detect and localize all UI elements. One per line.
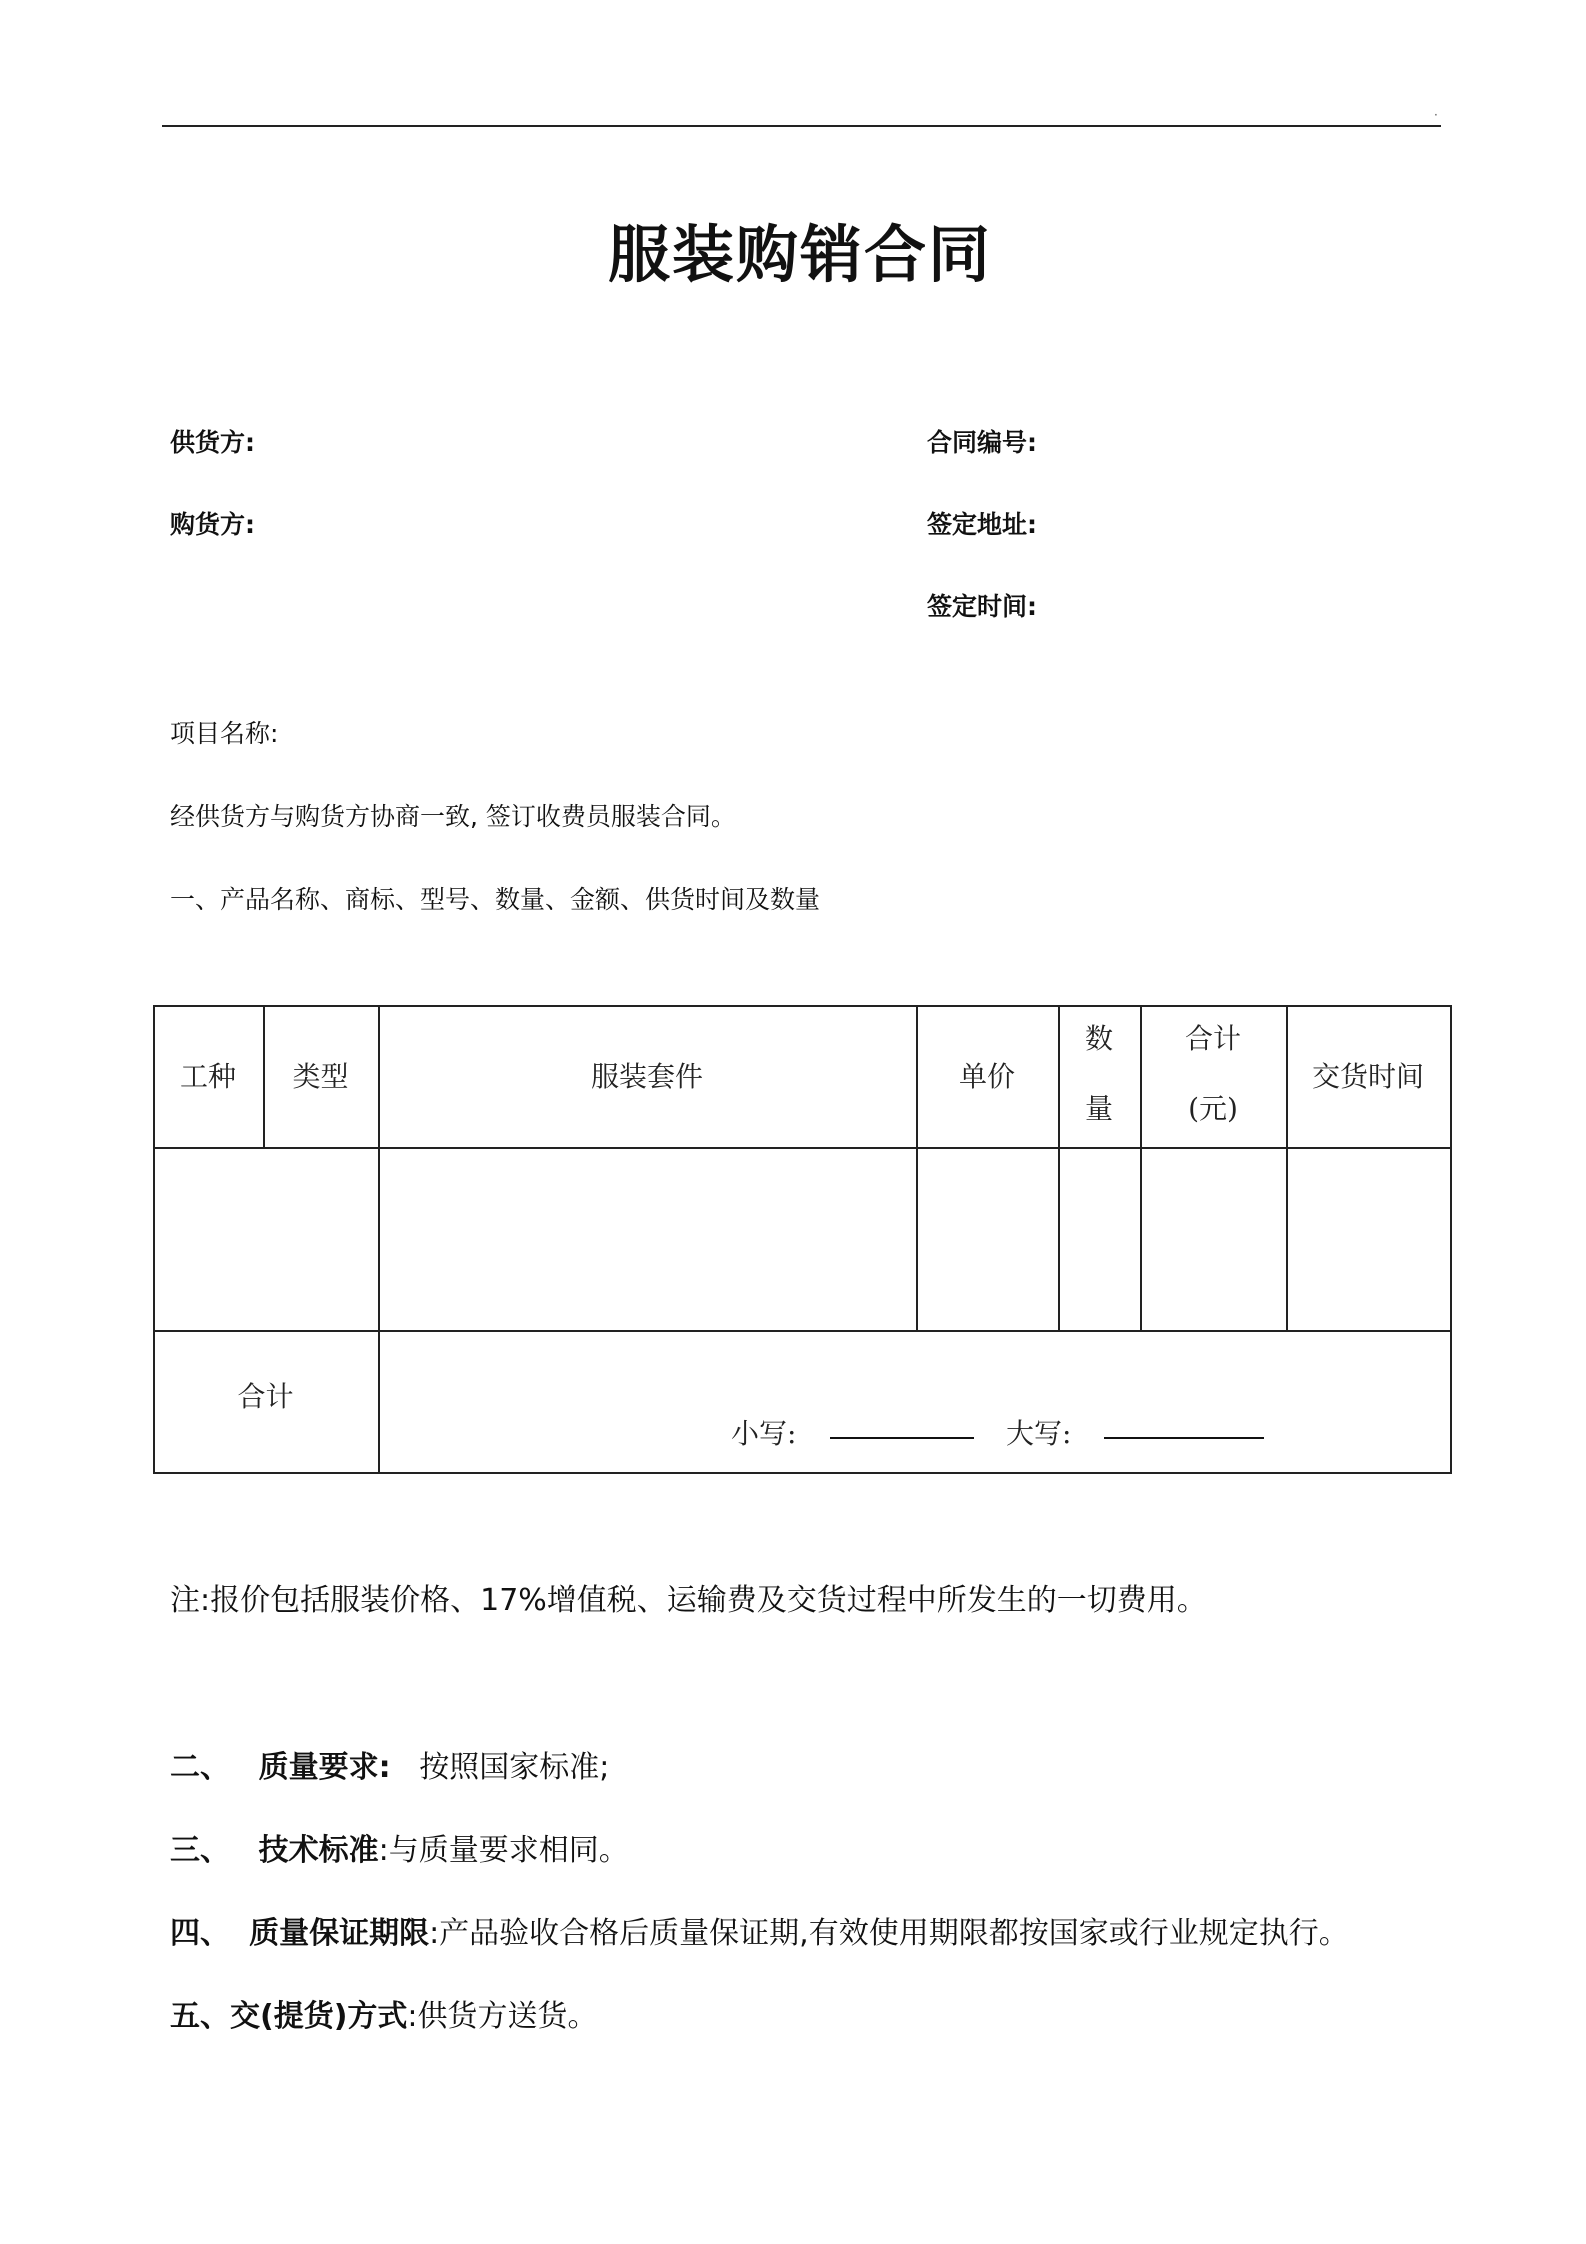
product-table — [153, 1005, 1452, 1474]
table-border-bottom — [153, 1472, 1452, 1474]
table-border-top — [153, 1005, 1452, 1007]
section-2-number: 二、 — [170, 1750, 230, 1785]
table-col-divider-suit — [916, 1005, 918, 1331]
sign-place-label: 签定地址: — [927, 510, 1037, 539]
page-title: 服装购销合同 — [607, 218, 992, 291]
header-delivery: 交货时间 — [1311, 1060, 1424, 1093]
section-3-label: 技术标准 — [258, 1833, 379, 1868]
section-4 — [170, 1908, 1349, 1952]
section-5-text: :供货方送货。 — [407, 1999, 598, 2034]
upper-amount-blank[interactable] — [1104, 1437, 1264, 1439]
header-suit: 服装套件 — [590, 1060, 703, 1093]
section-4-number: 四、 — [170, 1916, 230, 1951]
lower-amount-blank[interactable] — [830, 1437, 974, 1439]
header-dot: · — [1434, 108, 1438, 122]
table-col-divider-total — [1286, 1005, 1288, 1331]
table-border-right — [1450, 1005, 1452, 1474]
clause-1-heading: 一、产品名称、商标、型号、数量、金额、供货时间及数量 — [170, 885, 821, 914]
contract-no-label: 合同编号: — [927, 428, 1037, 457]
section-5-label: 交(提货)方式 — [230, 1999, 408, 2034]
table-total-divider — [153, 1330, 1452, 1332]
section-5 — [170, 1991, 598, 2035]
section-2-text: 按照国家标准; — [419, 1750, 610, 1785]
header-type: 类型 — [292, 1060, 349, 1093]
section-3 — [170, 1825, 629, 1869]
upper-amount-label: 大写: — [1006, 1417, 1072, 1450]
header-total-bottom: (元) — [1188, 1092, 1238, 1125]
header-total-top: 合计 — [1184, 1022, 1241, 1055]
header-unit-price: 单价 — [958, 1060, 1015, 1093]
project-label: 项目名称: — [170, 719, 279, 748]
header-qty-bottom: 量 — [1084, 1092, 1113, 1125]
price-note: 注:报价包括服装价格、17%增值税、运输费及交货过程中所发生的一切费用。 — [170, 1583, 1207, 1618]
section-5-number: 五、 — [170, 1999, 230, 2034]
intro-text: 经供货方与购货方协商一致, 签订收费员服装合同。 — [170, 802, 736, 831]
lower-amount-label: 小写: — [731, 1417, 797, 1450]
supplier-label: 供货方: — [170, 428, 255, 457]
section-2-label: 质量要求: — [258, 1750, 391, 1785]
section-3-number: 三、 — [170, 1833, 230, 1868]
buyer-label: 购货方: — [170, 510, 255, 539]
total-row-label: 合计 — [237, 1380, 294, 1413]
header-job: 工种 — [179, 1060, 236, 1093]
section-4-label: 质量保证期限 — [249, 1916, 430, 1951]
header-qty-top: 数 — [1084, 1022, 1113, 1055]
section-4-text: :产品验收合格后质量保证期,有效使用期限都按国家或行业规定执行。 — [429, 1916, 1349, 1951]
section-3-text: :与质量要求相同。 — [378, 1833, 629, 1868]
table-header-divider — [153, 1147, 1452, 1149]
header-rule — [162, 125, 1441, 127]
sign-time-label: 签定时间: — [927, 592, 1037, 621]
section-2 — [170, 1742, 609, 1786]
